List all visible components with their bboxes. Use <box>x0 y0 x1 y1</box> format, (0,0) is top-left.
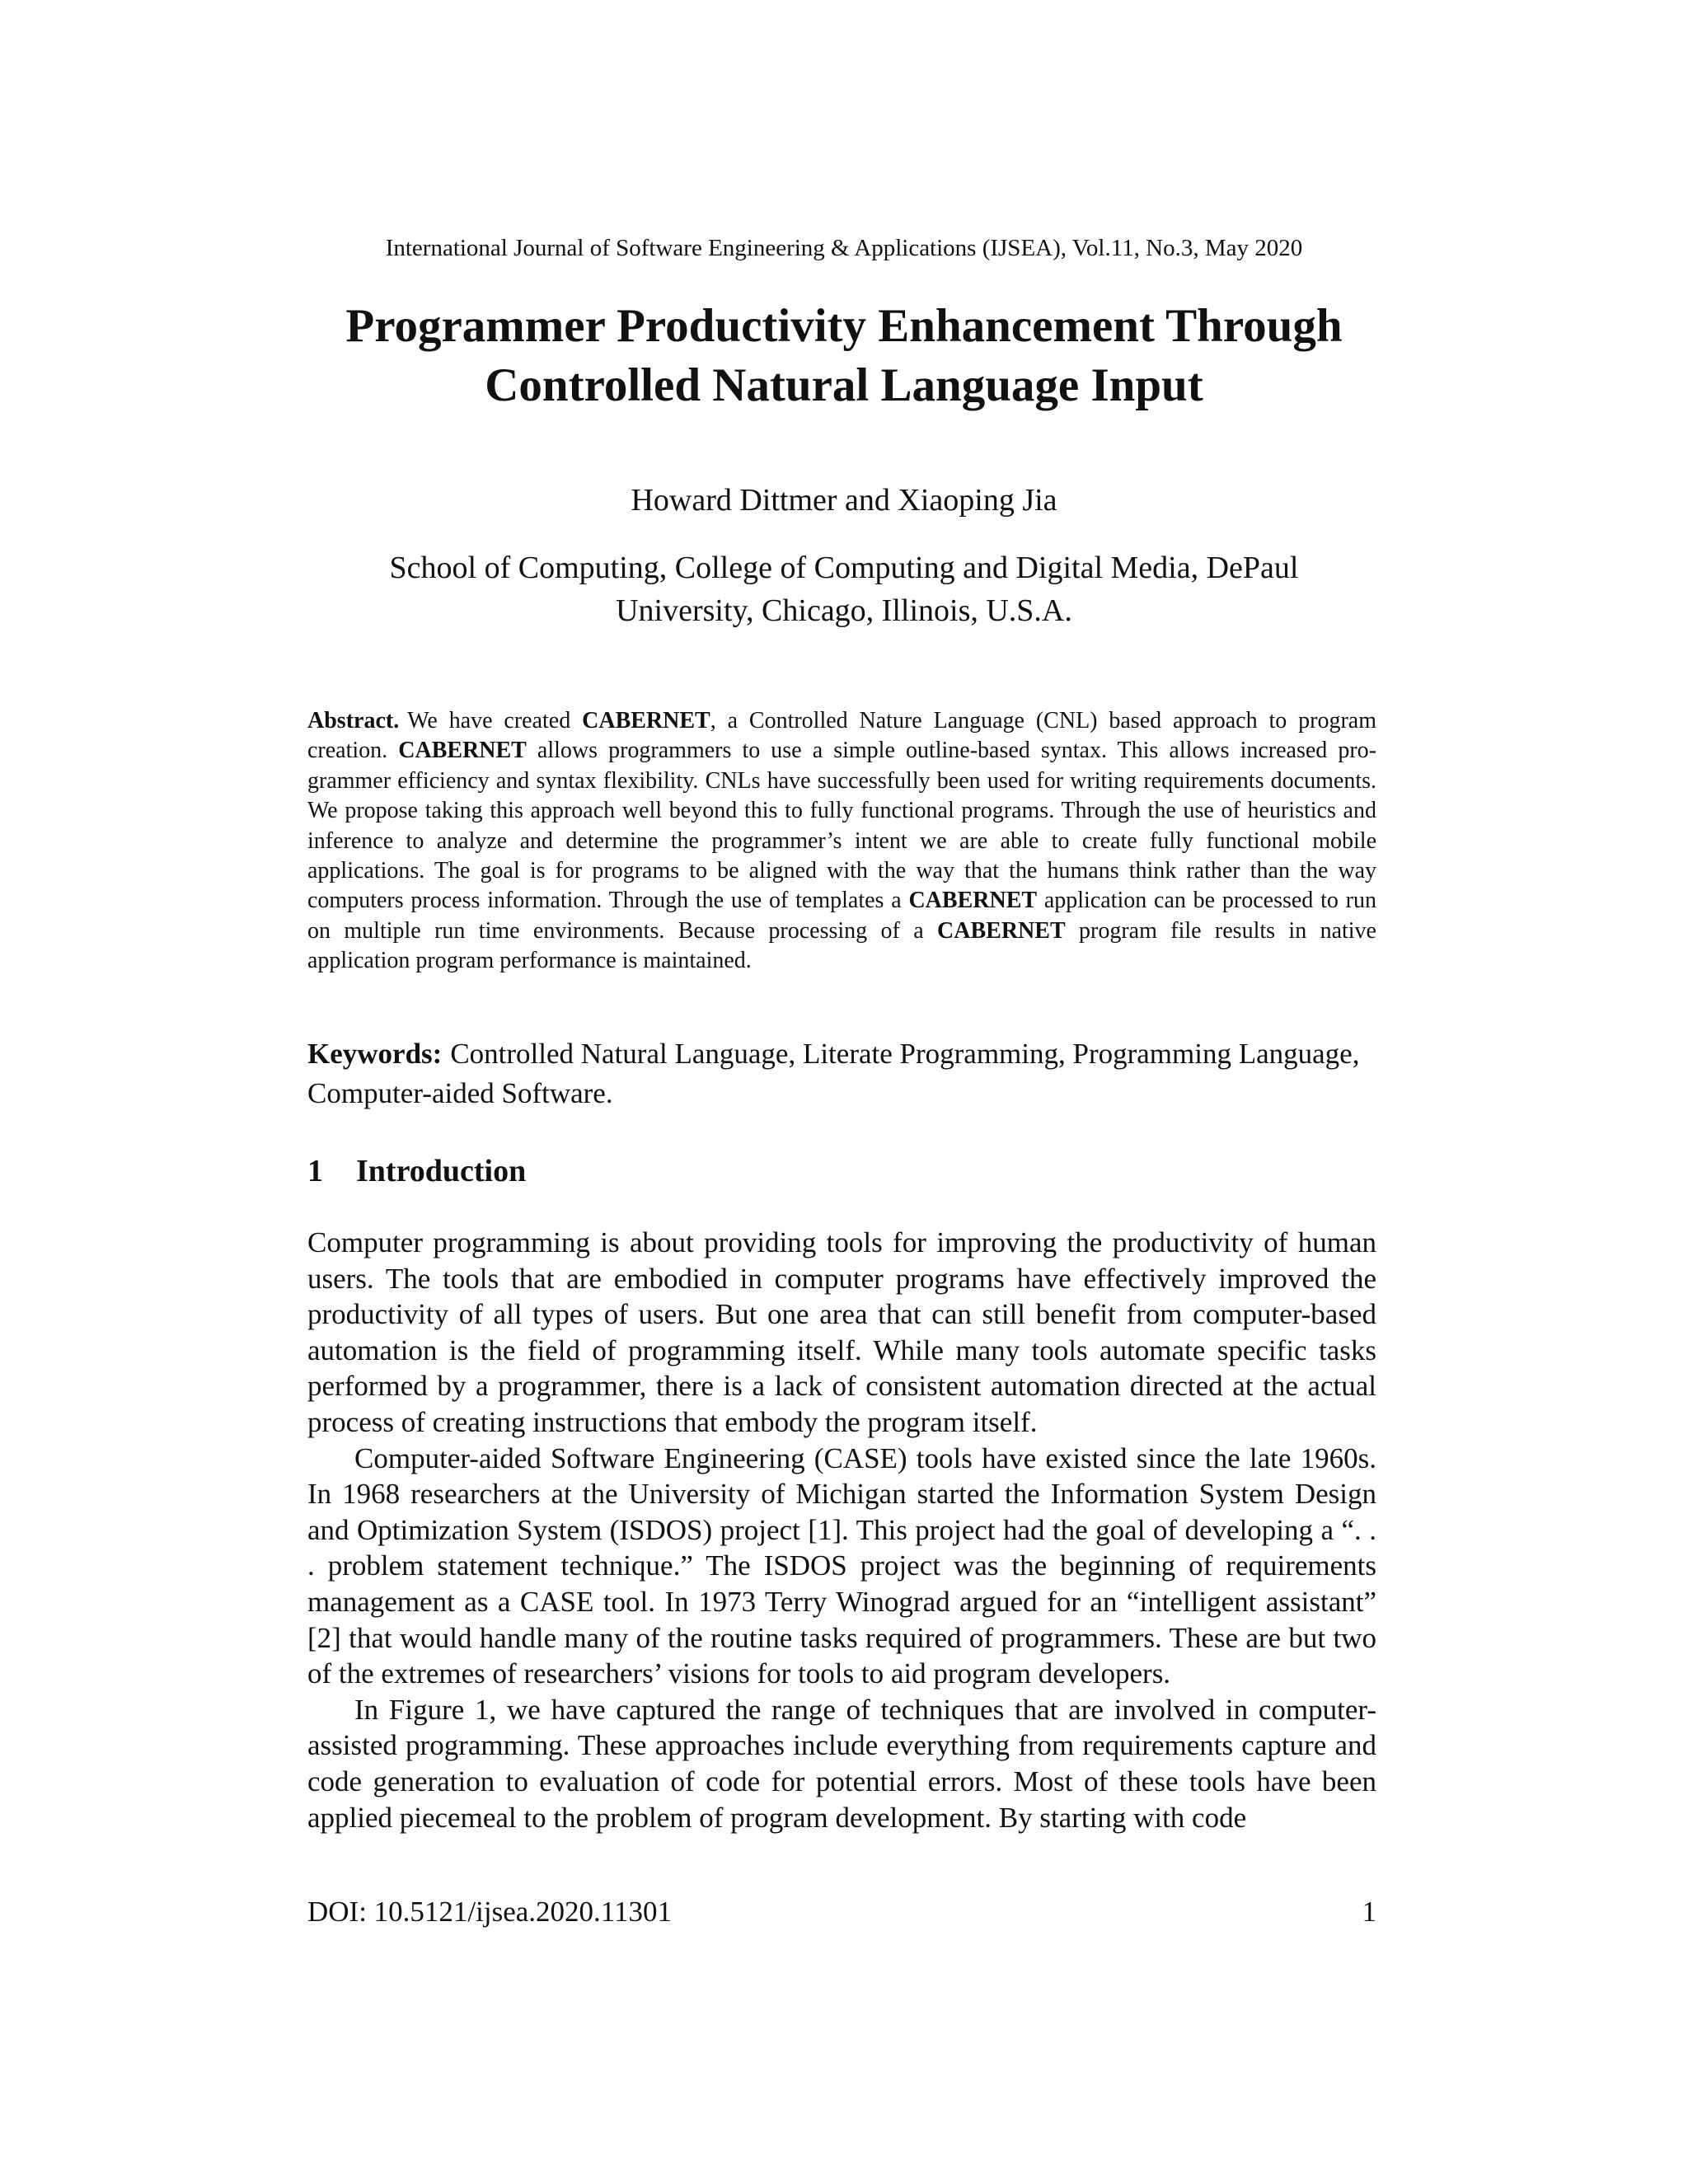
author-list: Howard Dittmer and Xiaoping Jia <box>631 483 1057 518</box>
affiliation-line-2: University, Chicago, Illinois, U.S.A. <box>616 593 1072 628</box>
section-heading-introduction <box>307 1151 1376 1191</box>
abstract-text-1: We have created <box>407 708 583 733</box>
title-line-2: Controlled Natural Language Input <box>485 359 1203 411</box>
title-line-1: Programmer Productivity Enhancement Through <box>345 300 1343 352</box>
paper-title <box>0 297 1688 415</box>
abstract-text-5: program file results in native application program performance is maintained. <box>307 917 1376 974</box>
footer-doi: DOI: 10.5121/ijsea.2020.11301 <box>307 1896 672 1928</box>
abstract <box>307 706 1376 977</box>
author-affiliation <box>0 546 1688 632</box>
keywords-label: Keywords: <box>307 1038 443 1070</box>
cabernet-term: CABERNET <box>908 888 1038 914</box>
section-number: 1 <box>307 1154 323 1188</box>
cabernet-term: CABERNET <box>937 917 1066 944</box>
cabernet-term: CABERNET <box>582 708 710 733</box>
cabernet-term: CABERNET <box>398 738 527 764</box>
affiliation-line-1: School of Computing, College of Computing and Digital Media, DePaul <box>389 551 1299 585</box>
journal-running-head: International Journal of Software Engineering & Applications (IJSEA), Vol.11, No.3, May 2020 <box>385 235 1303 261</box>
abstract-text-2: , a Controlled Nature Language (CNL) based approach to program creation. <box>307 708 1376 764</box>
keywords-text: Controlled Natural Language, Literate Programming, Programming Language, Computer-aided Software. <box>307 1038 1360 1109</box>
keywords <box>307 1034 1376 1113</box>
abstract-text-3: allows programmers to use a simple outline-based syntax. This allows increased programmer efficiency and syntax flexibility. CNLs have successfully been used for writing requirements documents. We propose taking this approach well beyond this to fully functional programs. Through the use of heuristics and inference to analyze and determine the programmer’s intent we are able to create fully functional mobile applications. The goal is for programs to be aligned with the way that the humans think rather than the way computers process information. Through the use of templates a <box>307 738 1377 914</box>
abstract-label: Abstract. <box>307 708 400 733</box>
section-title: Introduction <box>356 1154 527 1188</box>
body-paragraph: Computer-aided Software Engineering (CASE) tools have existed since the late 1960s. In 1968 researchers at the University of Michigan started the Information System Design and Optimization System (ISDOS) project [1]. This project had the goal of developing a “. . . problem statement technique.” The ISDOS project was the beginning of requirements management as a CASE tool. In 1973 Terry Winograd argued for an “intelligent assistant” [2] that would handle many of the routine tasks required of programmers. These are but two of the extremes of researchers’ visions for tools to aid program developers. <box>307 1441 1376 1690</box>
introduction-body <box>307 1225 1376 1835</box>
footer-page-number: 1 <box>1362 1896 1376 1928</box>
body-paragraph: Computer programming is about providing tools for improving the productivity of human users. The tools that are embodied in computer programs have effectively improved the productivity of all types of users. But one area that can still benefit from computer-based automation is the field of programming itself. While many tools automate specific tasks performed by a programmer, there is a lack of consistent automation directed at the actual process of creating instructions that embody the program itself. <box>307 1226 1376 1438</box>
body-paragraph: In Figure 1, we have captured the range of techniques that are involved in computer-assisted programming. These approaches include everything from requirements capture and code generation to evaluation of code for potential errors. Most of these tools have been applied piecemeal to the problem of program development. By starting with code <box>307 1693 1376 1834</box>
abstract-text-4: application can be processed to run on multiple run time environments. Because processing of a <box>307 888 1376 944</box>
